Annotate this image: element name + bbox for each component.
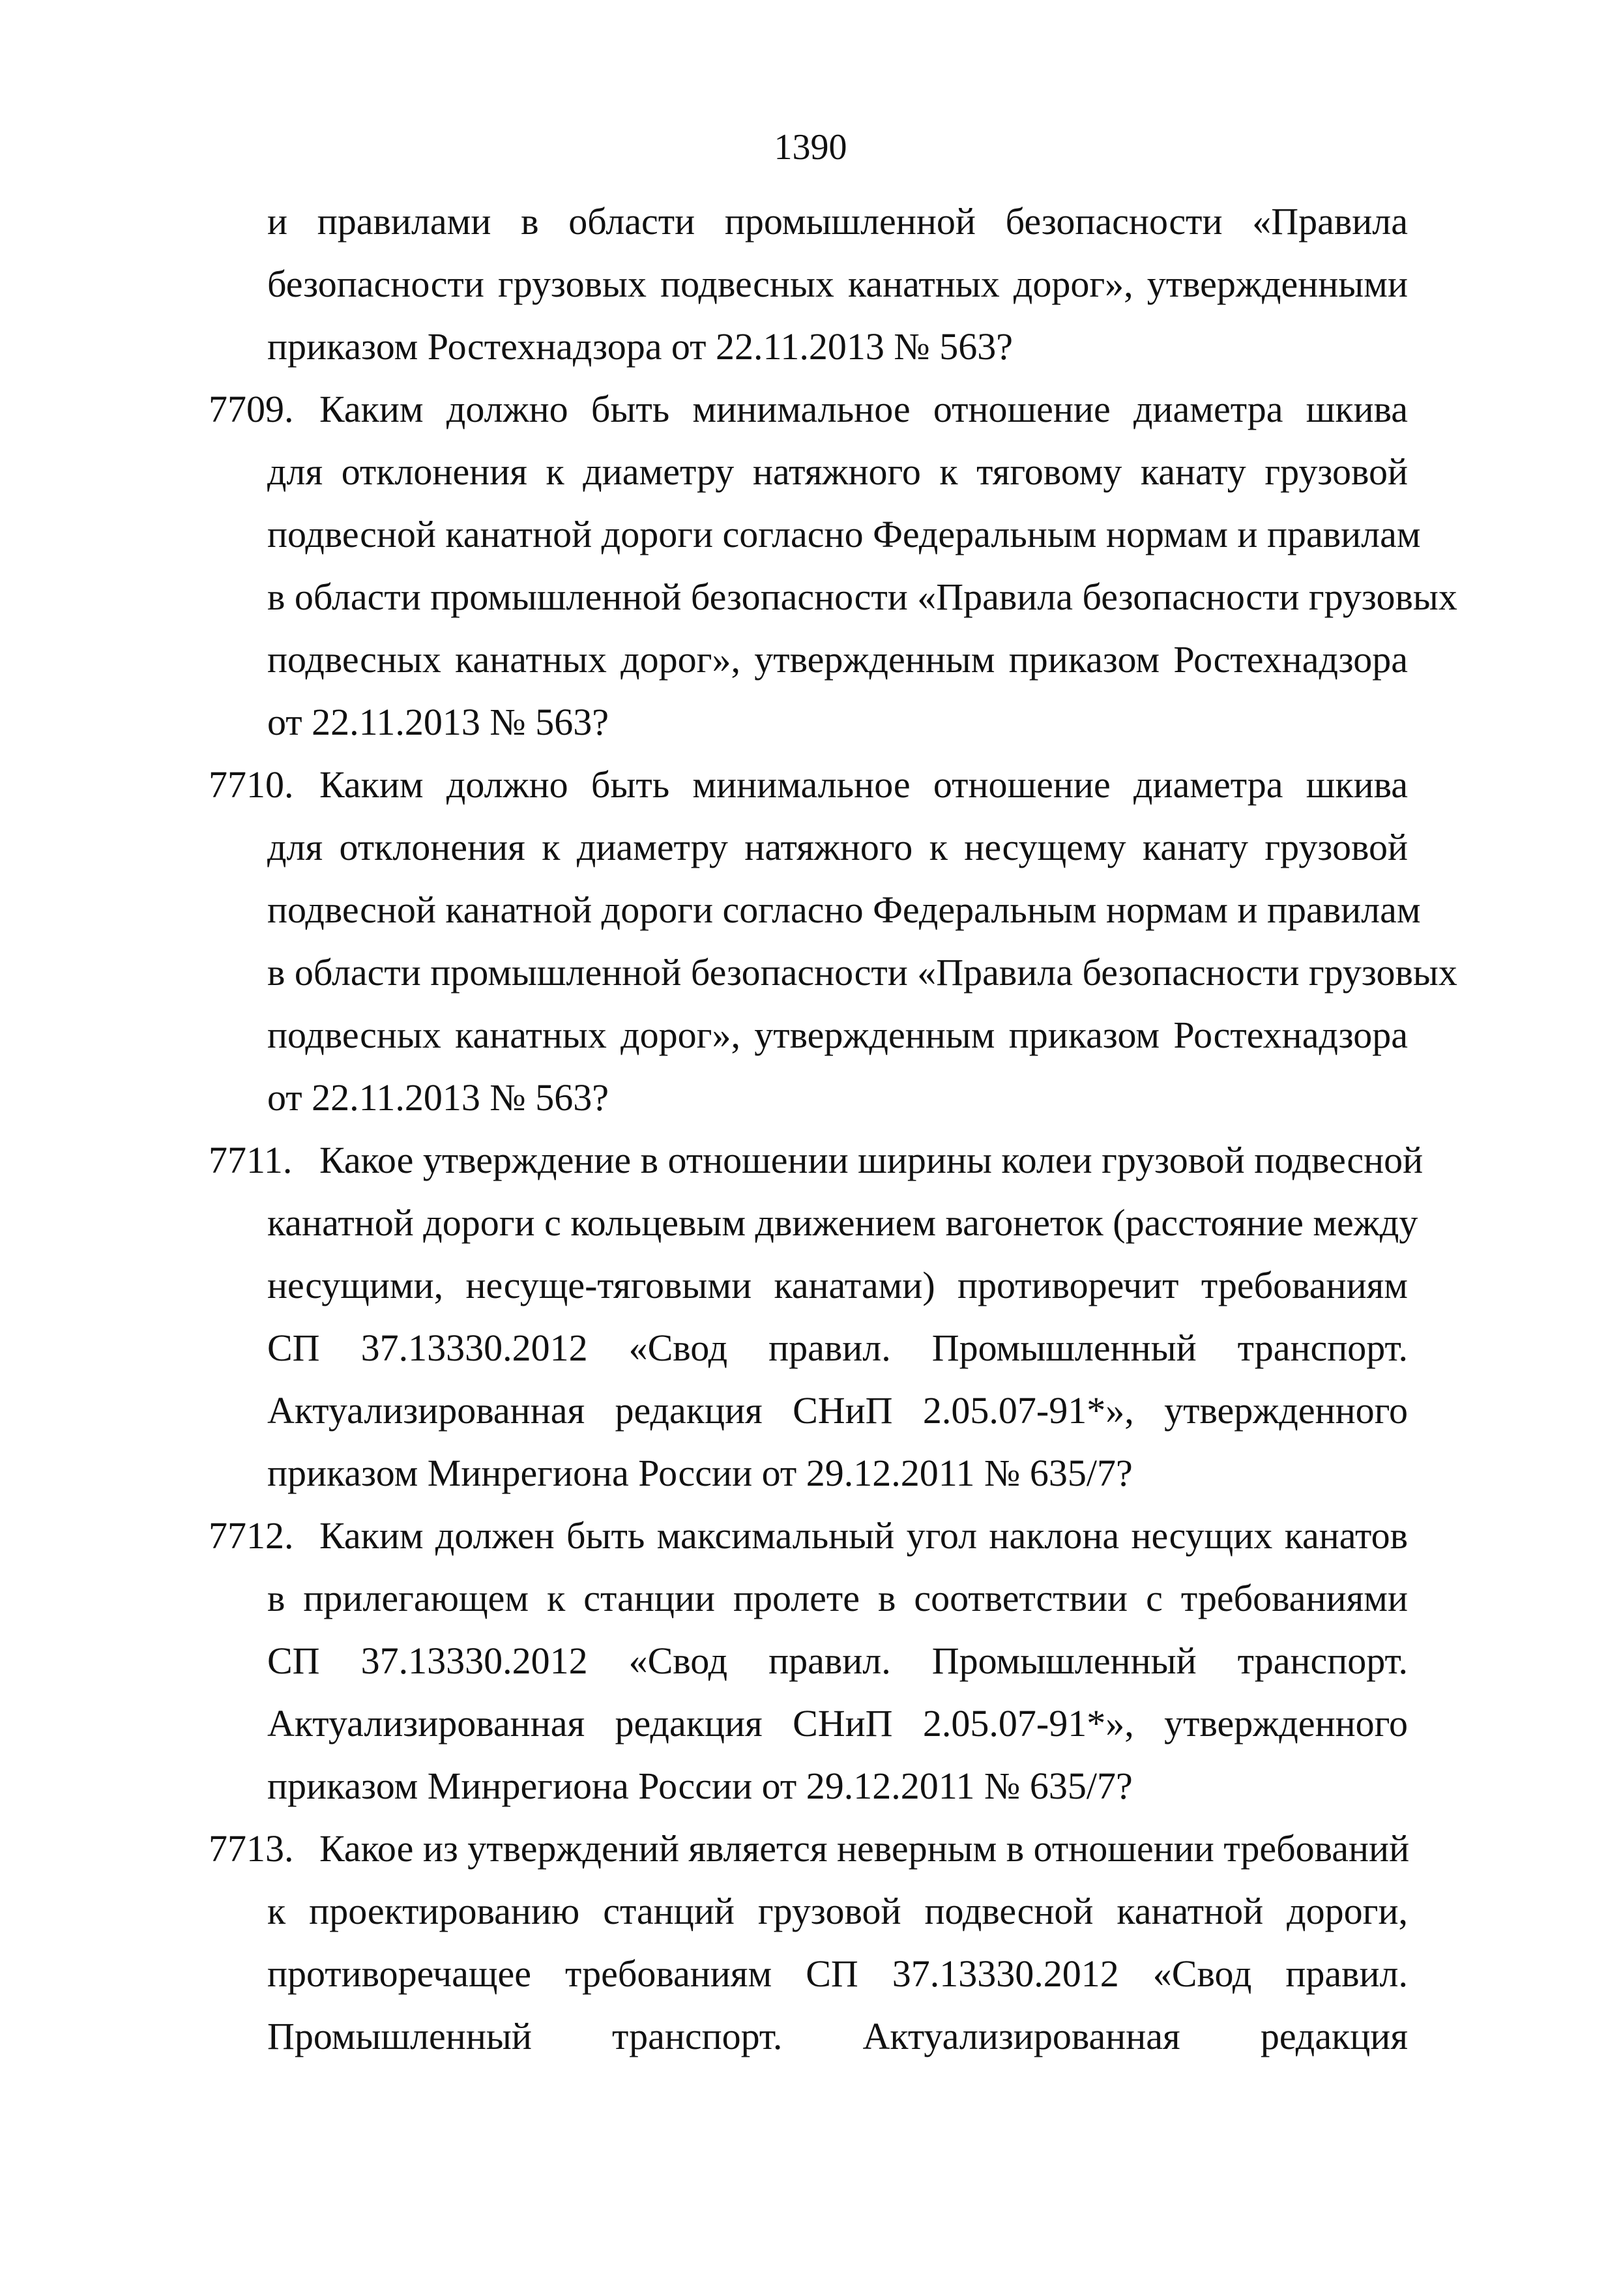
text-line [0, 449, 1621, 512]
question-first-line [0, 762, 1621, 825]
text-line [0, 1388, 1621, 1450]
line-text: СП 37.13330.2012 «Свод правил. Промышленный транспорт. [267, 1327, 1408, 1369]
question-first-line [0, 1826, 1621, 1889]
text-line [0, 1638, 1621, 1701]
line-text: Промышленный транспорт. Актуализированная редакция [267, 2015, 1408, 2057]
line-text: подвесной канатной дороги согласно Федеральным нормам и правилам [267, 513, 1421, 555]
question-first-line [0, 387, 1621, 449]
question-number: 7709. [209, 388, 294, 430]
line-text: Каким должно быть минимальное отношение диаметра шкива [319, 763, 1408, 806]
line-text: Каким должно быть минимальное отношение диаметра шкива [319, 388, 1408, 430]
line-text: подвесных канатных дорог», утвержденным приказом Ростехнадзора [267, 1014, 1408, 1056]
question-number: 7710. [209, 763, 294, 806]
text-line [0, 1075, 1621, 1138]
line-text: противоречащее требованиям СП 37.13330.2012 «Свод правил. [267, 1952, 1408, 1995]
text-line [0, 1701, 1621, 1763]
line-text: к проектированию станций грузовой подвесной канатной дороги, [267, 1890, 1408, 1932]
line-text: и правилами в области промышленной безопасности «Правила [267, 200, 1408, 243]
text-line [0, 887, 1621, 950]
line-text: от 22.11.2013 № 563? [267, 701, 609, 743]
page-number: 1390 [774, 127, 847, 168]
question-number: 7711. [209, 1139, 293, 1181]
line-text: приказом Ростехнадзора от 22.11.2013 № 563? [267, 325, 1013, 368]
line-text: безопасности грузовых подвесных канатных дорог», утвержденными [267, 263, 1408, 305]
line-text: для отклонения к диаметру натяжного к несущему канату грузовой [267, 826, 1408, 868]
line-text: Каким должен быть максимальный угол наклона несущих канатов [319, 1514, 1408, 1557]
text-line [0, 574, 1621, 637]
line-text: в прилегающем к станции пролете в соответствии с требованиями [267, 1577, 1408, 1619]
line-text: Актуализированная редакция СНиП 2.05.07-91*», утвержденного [267, 1389, 1408, 1432]
line-text: приказом Минрегиона России от 29.12.2011 № 635/7? [267, 1452, 1133, 1494]
text-line [0, 1889, 1621, 1951]
line-text: Актуализированная редакция СНиП 2.05.07-91*», утвержденного [267, 1702, 1408, 1744]
line-text: в области промышленной безопасности «Правила безопасности грузовых [267, 576, 1457, 618]
line-text: для отклонения к диаметру натяжного к тяговому канату грузовой [267, 450, 1408, 493]
text-line [0, 1200, 1621, 1263]
text-line [0, 1951, 1621, 2014]
line-text: Какое утверждение в отношении ширины колеи грузовой подвесной [319, 1139, 1424, 1181]
line-text: приказом Минрегиона России от 29.12.2011 № 635/7? [267, 1765, 1133, 1807]
text-line [0, 1450, 1621, 1513]
question-first-line [0, 1138, 1621, 1200]
text-line [0, 825, 1621, 887]
question-number: 7713. [209, 1827, 294, 1870]
line-text: подвесных канатных дорог», утвержденным приказом Ростехнадзора [267, 638, 1408, 681]
text-line [0, 1576, 1621, 1638]
line-text: от 22.11.2013 № 563? [267, 1076, 609, 1119]
text-line [0, 699, 1621, 762]
text-line [0, 199, 1621, 261]
line-text: СП 37.13330.2012 «Свод правил. Промышленный транспорт. [267, 1640, 1408, 1682]
text-line [0, 1012, 1621, 1075]
line-text: подвесной канатной дороги согласно Федеральным нормам и правилам [267, 889, 1421, 931]
question-first-line [0, 1513, 1621, 1576]
document-body [0, 199, 1621, 2076]
line-text: в области промышленной безопасности «Правила безопасности грузовых [267, 951, 1457, 993]
text-line [0, 637, 1621, 699]
text-line [0, 2014, 1621, 2076]
text-line [0, 1263, 1621, 1325]
text-line [0, 512, 1621, 574]
text-line [0, 950, 1621, 1012]
question-number: 7712. [209, 1514, 294, 1557]
text-line [0, 261, 1621, 324]
text-line [0, 1763, 1621, 1826]
line-text: канатной дороги с кольцевым движением вагонеток (расстояние между [267, 1201, 1418, 1244]
line-text: Какое из утверждений является неверным в отношении требований [319, 1827, 1410, 1870]
text-line [0, 1325, 1621, 1388]
text-line [0, 324, 1621, 387]
line-text: несущими, несуще-тяговыми канатами) противоречит требованиям [267, 1264, 1408, 1306]
